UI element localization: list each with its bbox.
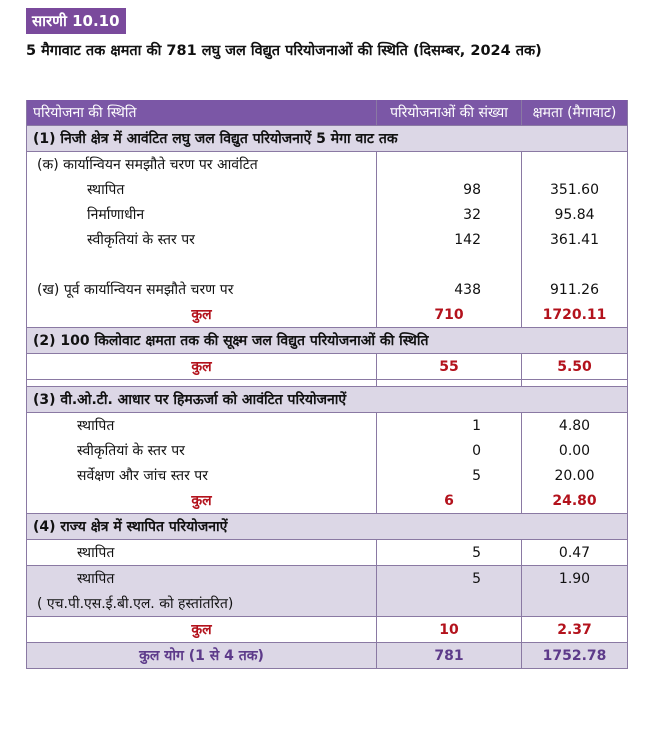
row-count: 98 [377, 177, 522, 202]
total-count: 710 [377, 302, 522, 328]
table-row [27, 202, 628, 227]
row-capacity: 911.26 [522, 277, 628, 302]
grand-total-row [27, 643, 628, 669]
table-row [27, 540, 628, 566]
total-label: कुल [27, 354, 377, 380]
section-1-total-row [27, 302, 628, 328]
header-count: परियोजनाओं की संख्या [377, 100, 522, 126]
row-label: स्थापित [27, 177, 377, 202]
table-number-tag: सारणी 10.10 [26, 8, 126, 34]
grand-total-label: कुल योग (1 से 4 तक) [27, 643, 377, 669]
section-3-heading [27, 387, 628, 413]
total-label: कुल [27, 617, 377, 643]
row-note: ( एच.पी.एस.ई.बी.एल. को हस्तांतरित) [27, 591, 377, 617]
table-row [27, 177, 628, 202]
total-count: 6 [377, 488, 522, 514]
table-row [27, 413, 628, 439]
section-3-total-row [27, 488, 628, 514]
spacer-row [27, 380, 628, 387]
row-count: 5 [377, 463, 522, 488]
header-status: परियोजना की स्थिति [27, 100, 377, 126]
table-title: 5 मैगावाट तक क्षमता की 781 लघु जल विद्युत परियोजनाओं की स्थिति (दिसम्बर, 2024 तक) [26, 43, 542, 59]
section-4-heading [27, 514, 628, 540]
row-capacity: 0.00 [522, 438, 628, 463]
total-count: 55 [377, 354, 522, 380]
row-label: स्थापित [27, 540, 377, 566]
total-capacity: 1720.11 [522, 302, 628, 328]
total-count: 10 [377, 617, 522, 643]
section-1-heading [27, 126, 628, 152]
total-capacity: 24.80 [522, 488, 628, 514]
row-capacity: 4.80 [522, 413, 628, 439]
total-capacity: 5.50 [522, 354, 628, 380]
row-count: 1 [377, 413, 522, 439]
table-row [27, 463, 628, 488]
row-count: 0 [377, 438, 522, 463]
total-capacity: 2.37 [522, 617, 628, 643]
projects-table [26, 100, 628, 669]
row-label: सर्वेक्षण और जांच स्तर पर [27, 463, 377, 488]
sub-a-label: (क) कार्यान्वियन समझौते चरण पर आवंटित [27, 152, 377, 178]
section-4-title: (4) राज्य क्षेत्र में स्थापित परियोजनाऐं [27, 514, 628, 540]
row-capacity: 1.90 [522, 566, 628, 592]
row-count: 32 [377, 202, 522, 227]
row-label: स्वीकृतियां के स्तर पर [27, 227, 377, 252]
header-capacity: क्षमता (मैगावाट) [522, 100, 628, 126]
row-count: 142 [377, 227, 522, 252]
row-label: (ख) पूर्व कार्यान्वियन समझौते चरण पर [27, 277, 377, 302]
table-row [27, 591, 628, 617]
spacer-row [27, 252, 628, 277]
table-row [27, 277, 628, 302]
row-label: स्वीकृतियां के स्तर पर [27, 438, 377, 463]
section-2-title: (2) 100 किलोवाट क्षमता तक की सूक्ष्म जल विद्युत परियोजनाओं की स्थिति [27, 328, 628, 354]
section-3-title: (3) वी.ओ.टी. आधार पर हिमऊर्जा को आवंटित परियोजनाऐं [27, 387, 628, 413]
grand-total-count: 781 [377, 643, 522, 669]
row-capacity: 351.60 [522, 177, 628, 202]
row-count: 438 [377, 277, 522, 302]
grand-total-capacity: 1752.78 [522, 643, 628, 669]
row-capacity: 0.47 [522, 540, 628, 566]
row-capacity: 95.84 [522, 202, 628, 227]
section-2-total-row [27, 354, 628, 380]
table-row [27, 152, 628, 178]
row-count: 5 [377, 566, 522, 592]
table-row [27, 566, 628, 592]
row-capacity: 361.41 [522, 227, 628, 252]
row-label: निर्माणाधीन [27, 202, 377, 227]
row-count: 5 [377, 540, 522, 566]
row-label: स्थापित [27, 566, 377, 592]
section-4-total-row [27, 617, 628, 643]
total-label: कुल [27, 302, 377, 328]
table-row [27, 227, 628, 252]
total-label: कुल [27, 488, 377, 514]
row-label: स्थापित [27, 413, 377, 439]
section-1-title: (1) निजी क्षेत्र में आवंटित लघु जल विद्युत परियोजनाऐं 5 मेगा वाट तक [27, 126, 628, 152]
section-2-heading [27, 328, 628, 354]
header-row [27, 100, 628, 126]
row-capacity: 20.00 [522, 463, 628, 488]
table-row [27, 438, 628, 463]
